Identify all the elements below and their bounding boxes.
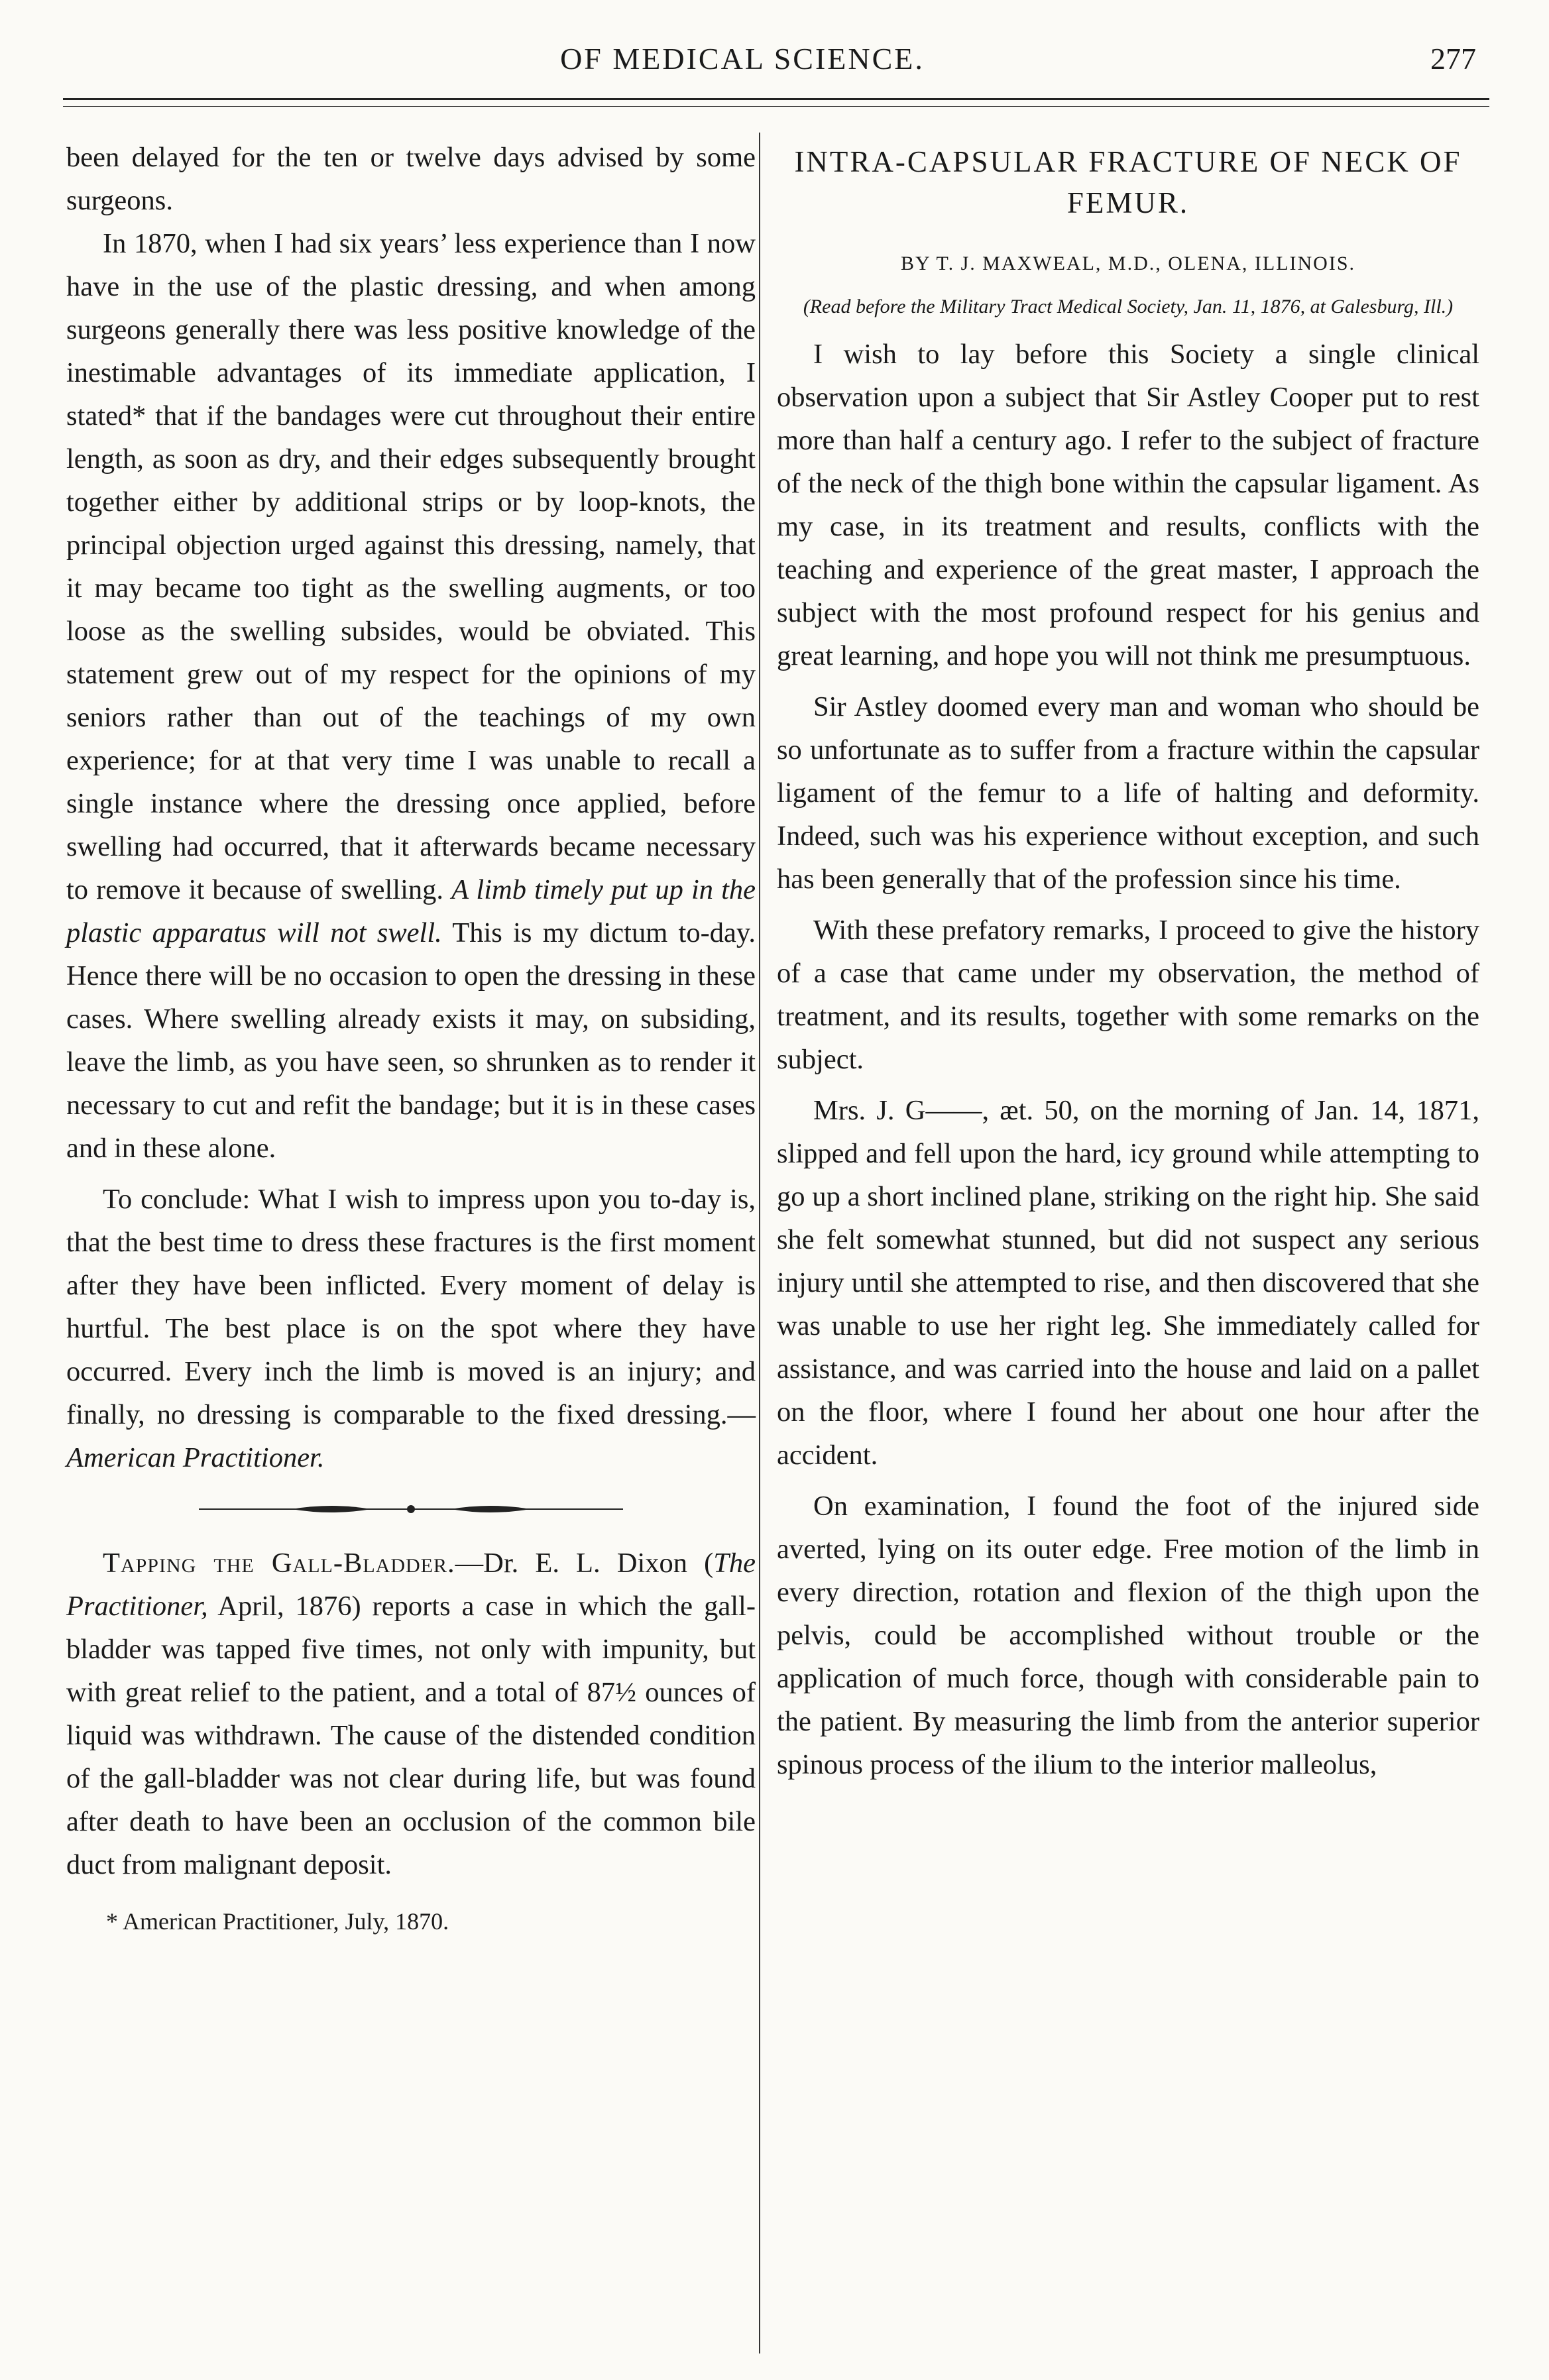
paragraph-sir-astley: Sir Astley doomed every man and woman who should be so unfortunate as to suffer from a fracture within the capsular ligament of the femur to a life of halting and deformity. Indeed, such was his experience without exception, and such has been generally that of the profession since his time. <box>777 691 1479 895</box>
paragraph-case-history: Mrs. J. G——, æt. 50, on the morning of Jan. 14, 1871, slipped and fell upon the hard, icy ground while attempting to go up a short inclined plane, striking on the right hip. She said she felt somewhat stunned, but did not suspect any serious injury until she attempted to rise, and then discovered that she was unable to use her right leg. She immediately called for assistance, and was carried into the house and laid on a pallet on the floor, where I found her about one hour after the accident. <box>777 1095 1479 1471</box>
journal-name: The Practitioner, <box>66 1548 756 1622</box>
paragraph-conclusion <box>66 1178 756 1479</box>
text-segment: To conclude: What I wish to impress upon you to-day is, that the best time to dress these fractures is the first moment after they have been inflicted. Every moment of delay is hurtful. The best place is on the spot where they have occurred. Every inch the limb is moved is an injury; and finally, no dressing is comparable to the fixed dressing.— <box>66 1184 756 1430</box>
header-rule-thin <box>63 106 1489 107</box>
text-segment: In 1870, when I had six years’ less experience than I now have in the use of the plastic dressing, and when among surgeons generally there was less positive knowledge of the inestimable advantages of its immediate application, I stated* that if the bandages were cut throughout their entire length, as soon as dry, and their edges subsequently brought together either by additional strips or by loop-knots, the principal objection urged against this dressing, namely, that it may became too tight as the swelling augments, or too loose as the swelling subsides, would be obviated. This statement grew out of my respect for the opinions of my seniors rather than out of the teachings of my own experience; for at that very time I was unable to recall a single instance where the dressing once applied, before swelling had occurred, that it afterwards became necessary to remove it because of swelling. <box>66 228 756 905</box>
paragraph-prefatory: With these prefatory remarks, I proceed to give the history of a case that came under my observation, the method of treatment, and its results, together with some remarks on the subject. <box>777 915 1479 1075</box>
paragraph-examination: On examination, I found the foot of the injured side averted, lying on its outer edge. Free motion of the limb in every direction, rotation and flexion of the thigh upon the pelvis, could be accomplished without trouble or the application of much force, though with considerable pain to the patient. By measuring the limb from the anterior superior spinous process of the ilium to the interior malleolus, <box>777 1491 1479 1780</box>
source-citation: American Practitioner. <box>66 1442 325 1473</box>
section-heading: Tapping the Gall-Bladder. <box>103 1548 455 1579</box>
header-rule-thick <box>63 98 1489 100</box>
read-note: (Read before the Military Tract Medical Society, Jan. 11, 1876, at Galesburg, Ill.) <box>803 296 1454 317</box>
paragraph-introduction: I wish to lay before this Society a single clinical observation upon a subject that Sir Astley Cooper put to rest more than half a century ago. I refer to the subject of fracture of the neck of the thigh bone within the capsular ligament. As my case, in its treatment and results, conflicts with the teaching and experience of the great master, I approach the subject with the most profound respect for his genius and great learning, and hope you will not think me presumptuous. <box>777 339 1479 671</box>
page-number: 277 <box>1430 42 1476 76</box>
text-segment: April, 1876) reports a case in which the gall-bladder was tapped five times, not only with impunity, but with great relief to the patient, and a total of 87½ ounces of liquid was withdrawn. The cause of the distended condition of the gall-bladder was not clear during life, but was found after death to have been an occlusion of the common bile duct from malignant deposit. <box>66 1591 756 1880</box>
article-byline: BY T. J. MAXWEAL, M.D., OLENA, ILLINOIS. <box>900 253 1356 274</box>
section-divider-ornament <box>199 1502 623 1516</box>
running-title: OF MEDICAL SCIENCE. <box>560 42 925 76</box>
left-column <box>66 136 756 1941</box>
text-segment: —Dr. E. L. Dixon ( <box>455 1548 714 1579</box>
paragraph-1870-statement <box>66 222 756 1170</box>
right-column <box>777 136 1479 1786</box>
italic-dictum: A limb timely put up in the plastic apparatus will not swell. <box>66 874 756 948</box>
column-divider <box>759 133 760 2353</box>
paragraph-gall-bladder <box>66 1542 756 1886</box>
text-segment: This is my dictum to-day. Hence there will be no occasion to open the dressing in these cases. Where swelling already exists it may, on subsiding, leave the limb, as you have seen, so shrunken as to render it necessary to cut and refit the bandage; but it is in these cases and in these alone. <box>66 917 756 1164</box>
paragraph-continuation: been delayed for the ten or twelve days advised by some surgeons. <box>66 142 756 216</box>
footnote: * American Practitioner, July, 1870. <box>106 1908 449 1935</box>
article-title: INTRA-CAPSULAR FRACTURE OF NECK OF FEMUR. <box>794 145 1462 219</box>
running-head <box>0 41 1549 87</box>
